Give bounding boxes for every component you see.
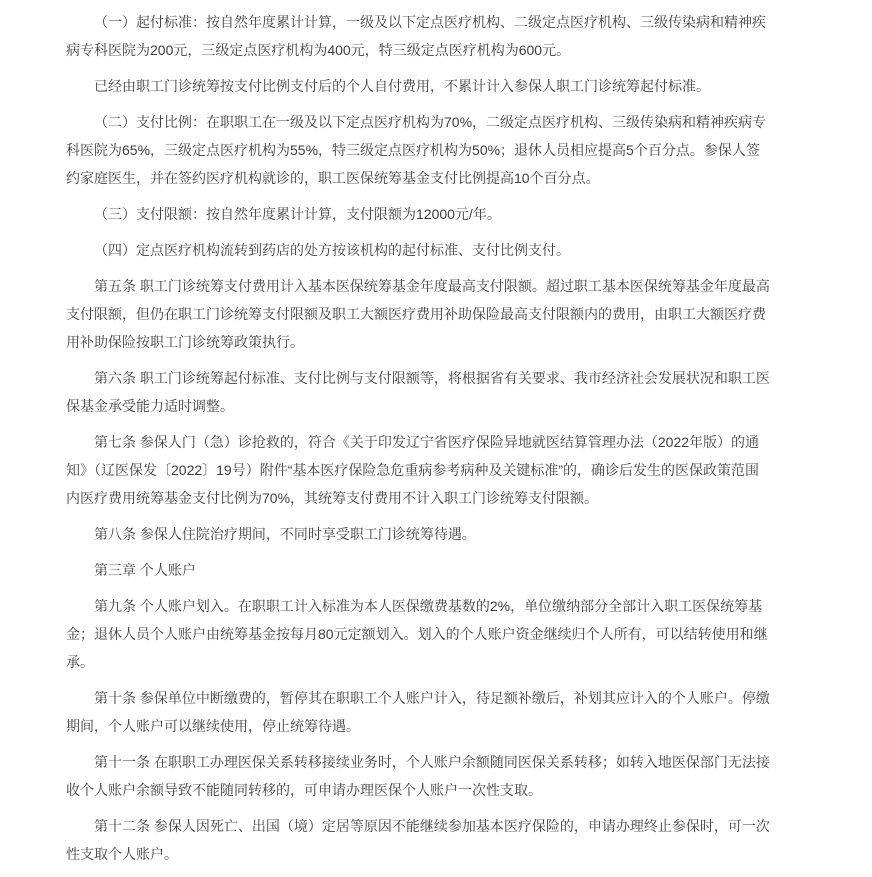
paragraph: 第十条 参保单位中断缴费的，暂停其在职职工个人账户计入，待足额补缴后，补划其应计入的个人账户。停缴期间，个人账户可以继续使用，停止统筹待遇。 [66, 690, 770, 734]
paragraph: （三）支付限额：按自然年度累计计算，支付限额为12000元/年。 [94, 206, 501, 222]
paragraph: （四）定点医疗机构流转到药店的处方按该机构的起付标准、支付比例支付。 [94, 242, 570, 258]
paragraph: 第十一条 在职职工办理医保关系转移接续业务时，个人账户余额随同医保关系转移；如转入地医保部门无法接收个人账户余额导致不能随同转移的，可申请办理医保个人账户一次性支取。 [66, 754, 770, 798]
paragraph: （二）支付比例：在职职工在一级及以下定点医疗机构为70%，二级定点医疗机构、三级传染病和精神疾病专科医院为65%，三级定点医疗机构为55%，特三级定点医疗机构为50%；退休人员相应提高5个百分点。参保人签约家庭医生，并在签约医疗机构就诊的，职工医保统筹基金支付比例提高10个百分点。 [66, 114, 767, 186]
paragraph: 第八条 参保人住院治疗期间，不同时享受职工门诊统筹待遇。 [94, 526, 476, 542]
paragraph: 已经由职工门诊统筹按支付比例支付后的个人自付费用，不累计计入参保人职工门诊统筹起付标准。 [94, 78, 710, 94]
paragraph: 第五条 职工门诊统筹支付费用计入基本医保统筹基金年度最高支付限额。超过职工基本医保统筹基金年度最高支付限额，但仍在职工门诊统筹支付限额及职工大额医疗费用补助保险最高支付限额内的费用，由职工大额医疗费用补助保险按职工门诊统筹政策执行。 [66, 278, 770, 350]
paragraph: 第九条 个人账户划入。在职职工计入标准为本人医保缴费基数的2%，单位缴纳部分全部计入职工医保统筹基金；退休人员个人账户由统筹基金按每月80元定额划入。划入的个人账户资金继续归个人所有，可以结转使用和继承。 [66, 598, 768, 670]
paragraph: 第六条 职工门诊统筹起付标准、支付比例与支付限额等，将根据省有关要求、我市经济社会发展状况和职工医保基金承受能力适时调整。 [66, 370, 770, 414]
paragraph: 第十二条 参保人因死亡、出国（境）定居等原因不能继续参加基本医疗保险的，申请办理终止参保时，可一次性支取个人账户。 [66, 818, 770, 862]
document-body [66, 8, 770, 868]
chapter-heading: 第三章 个人账户 [94, 562, 196, 578]
paragraph: 第七条 参保人门（急）诊抢救的，符合《关于印发辽宁省医疗保险异地就医结算管理办法（2022年版）的通知》（辽医保发〔2022〕19号）附件“基本医疗保险急危重病参考病种及关键标准”的，确诊后发生的医保政策范围内医疗费用统筹基金支付比例为70%，其统筹支付费用不计入职工门诊统筹支付限额。 [66, 434, 760, 506]
paragraph: （一）起付标准：按自然年度累计计算，一级及以下定点医疗机构、二级定点医疗机构、三级传染病和精神疾病专科医院为200元，三级定点医疗机构为400元，特三级定点医疗机构为600元。 [66, 14, 766, 58]
